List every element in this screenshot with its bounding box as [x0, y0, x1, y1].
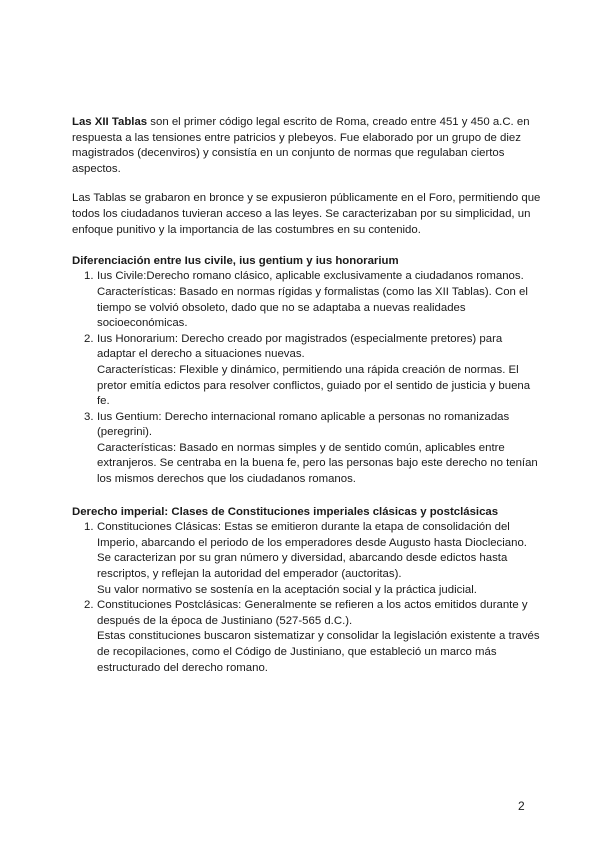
list-item-line: Constituciones Postclásicas: Generalmente se refieren a los actos emitidos durante y después de la época de Justiniano (527-565 d.C.). [97, 599, 528, 627]
section1-list [72, 269, 542, 487]
list-item [72, 410, 542, 488]
list-item-line: Constituciones Clásicas: Estas se emitieron durante la etapa de consolidación del Imperio, abarcando el periodo de los emperadores desde Augusto hasta Diocleciano. [97, 521, 527, 549]
intro-paragraph [72, 115, 542, 177]
list-item-number: 2. [84, 332, 94, 345]
list-item-number: 1. [84, 270, 94, 283]
list-item-line: Características: Basado en normas rígidas y formalistas (como las XII Tablas). Con el tiempo se volvió obsoleto, dado que no se adaptaba a nuevas realidades socioeconómicas. [97, 285, 528, 330]
list-item-line: Se caracterizan por su gran número y diversidad, abarcando desde edictos hasta rescriptos, y reflejan la autoridad del emperador (auctoritas). [97, 552, 508, 581]
list-item [72, 332, 542, 410]
document-body [72, 115, 542, 693]
list-item-line: Ius Civile:Derecho romano clásico, aplicable exclusivamente a ciudadanos romanos. [97, 270, 524, 283]
list-item-line: Ius Gentium: Derecho internacional romano aplicable a personas no romanizadas (peregrini). [97, 410, 510, 439]
section1-heading: Diferenciación entre Ius civile, ius gentium y ius honorarium [72, 254, 399, 267]
list-item [72, 269, 542, 331]
intro-bold-lead: Las XII Tablas [72, 116, 148, 128]
list-item-line: Su valor normativo se sostenía en la aceptación social y la práctica judicial. [97, 583, 477, 596]
page-number: 2 [518, 799, 525, 813]
list-item-number: 1. [84, 521, 94, 534]
list-item [72, 520, 542, 598]
list-item-number: 3. [84, 410, 94, 423]
list-item-line: Estas constituciones buscaron sistematizar y consolidar la legislación existente a través de recopilaciones, como el Código de Justiniano, que estableció un marco más estructurado del derecho romano. [97, 630, 540, 674]
list-item-line: Características: Basado en normas simples y de sentido común, aplicables entre extranjeros. Se centraba en la buena fe, pero las personas bajo este derecho no tenían los mismos derechos que los ciudadanos romanos. [97, 441, 538, 486]
section2-heading: Derecho imperial: Clases de Constituciones imperiales clásicas y postclásicas [72, 505, 499, 518]
list-item [72, 598, 542, 676]
list-item-line: Características: Flexible y dinámico, permitiendo una rápida creación de normas. El pretor emitía edictos para resolver conflictos, guiado por el sentido de justicia y buena fe. [97, 363, 531, 408]
intro-text: son el primer código legal escrito de Roma, creado entre 451 y 450 a.C. en respuesta a las tensiones entre patricios y plebeyos. Fue elaborado por un grupo de diez magistrados (decenviros) y consistía en un conjunto de normas que regulaban ciertos aspectos. [72, 116, 530, 175]
section2-list [72, 520, 542, 676]
second-paragraph: Las Tablas se grabaron en bronce y se expusieron públicamente en el Foro, permitiendo que todos los ciudadanos tuvieran acceso a las leyes. Se caracterizaban por su simplicidad, un enfoque punitivo y la importancia de las costumbres en su contenido. [72, 192, 541, 236]
list-item-number: 2. [84, 599, 94, 612]
list-item-line: Ius Honorarium: Derecho creado por magistrados (especialmente pretores) para adaptar el derecho a situaciones nuevas. [97, 332, 503, 361]
